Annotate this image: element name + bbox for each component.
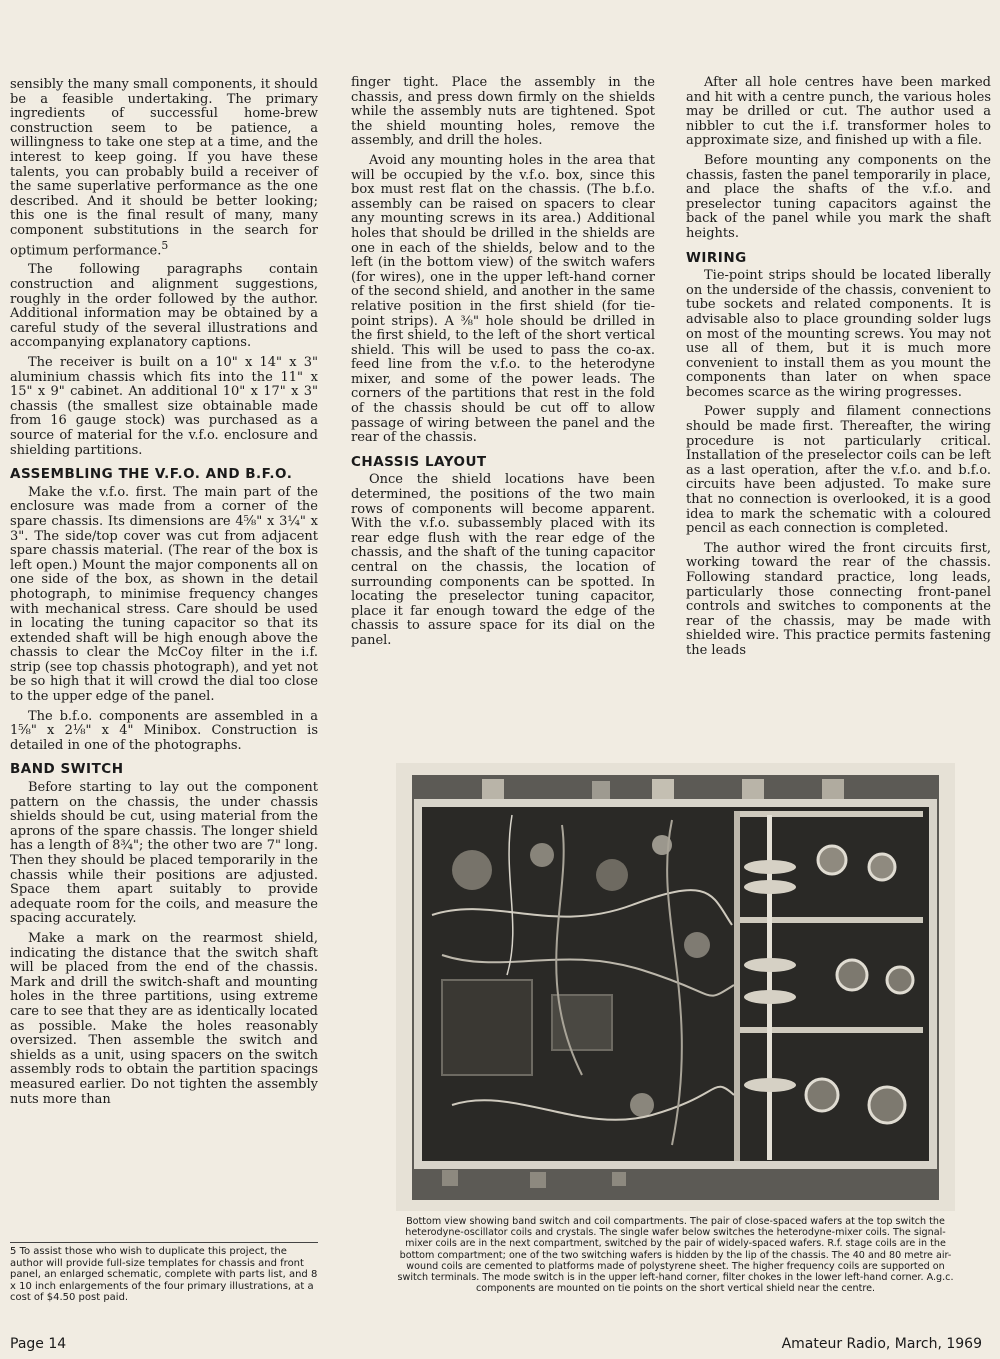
footnote <box>10 1242 318 1304</box>
paragraph: Before starting to lay out the component pattern on the chassis, the under chassis shields should be cut, using material from the aprons of the spare chassis. The longer shield has a length of 8¾"; the other two are 7" long. Then they should be placed temporarily in the chassis while their positions are adjusted. Space them apart suitably to provide adequate room for the coils, and measure the spacing accurately. <box>10 780 318 927</box>
paragraph: Before mounting any components on the chassis, fasten the panel temporarily in place, and place the shafts of the v.f.o. and preselector tuning capacitors against the back of the panel while you mark the shaft heights. <box>686 152 991 241</box>
photo-caption: Bottom view showing band switch and coil compartments. The pair of close-spaced wafers at the top switch the heterodyne-oscillator coils and crystals. The single wafer below switches the heterodyne-mixer coils. The signal-mixer coils are in the next compartment, switched by the pair of widely-spaced wafers. R.f. stage coils are in the bottom compartment; one of the two switching wafers is hidden by the lip of the chassis. The 40 and 80 metre air-wound coils are cemented to platforms made of polystyrene sheet. The higher frequency coils are supported on switch terminals. The mode switch is in the upper left-hand corner, filter chokes in the lower left-hand corner. A.g.c. components are mounted on tie points on the short vertical shield near the centre. <box>397 1216 954 1295</box>
paragraph: The receiver is built on a 10" x 14" x 3" aluminium chassis which fits into the 11" x 15" x 9" cabinet. An additional 10" x 17" x 3" chassis (the smallest size obtainable made from 16 gauge stock) was purchased as a source of material for the v.f.o. enclosure and shielding partitions. <box>10 355 318 458</box>
paragraph: Avoid any mounting holes in the area that will be occupied by the v.f.o. box, since this box must rest flat on the chassis. (The b.f.o. assembly can be raised on spacers to clear any mounting screws in its area.) Additional holes that should be drilled in the shields are one in each of the shields, below and to the left (in the bottom view) of the switch wafers (for wires), one in the upper left-hand corner of the second shield, and another in the same relative position in the first shield (for tie-point strips). A ⅜" hole should be drilled in the first shield, to the left of the short vertical shield. This will be used to pass the co-ax. feed line from the v.f.o. to the heterodyne mixer, and some of the power leads. The corners of the partitions that rest in the fold of the chassis should be cut off to allow passage of wiring between the panel and the rear of the chassis. <box>351 152 655 446</box>
column-2 <box>351 76 655 654</box>
column-1 <box>10 78 318 1112</box>
section-heading-band-switch: BAND SWITCH <box>10 761 124 778</box>
footnote-number: 5 <box>10 1246 17 1257</box>
section-heading-wiring: WIRING <box>686 249 747 266</box>
paragraph: Make a mark on the rearmost shield, indicating the distance that the switch shaft will be placed from the end of the chassis. Mark and drill the switch-shaft and mounting holes in the three partitions, using extreme care to see that they are as identically located as possible. Make the holes reasonably oversized. Then assemble the switch and shields as a unit, using spacers on the switch assembly rods to obtain the partition spacings measured earlier. Do not tighten the assembly nuts more than <box>10 930 318 1107</box>
paragraph: Power supply and filament connections should be made first. Thereafter, the wiring procedure is not particularly critical. Installation of the preselector coils can be left as a last operation, after the v.f.o. and b.f.o. circuits have been adjusted. To make sure that no connection is overlooked, it is a good idea to mark the schematic with a coloured pencil as each connection is completed. <box>686 404 991 537</box>
column-3 <box>686 76 991 664</box>
paragraph: finger tight. Place the assembly in the chassis, and press down firmly on the shields while the assembly nuts are tightened. Spot the shield mounting holes, remove the assembly, and drill the holes. <box>351 75 655 149</box>
magazine-info: Amateur Radio, March, 1969 <box>781 1336 982 1352</box>
section-heading-vfo: ASSEMBLING THE V.F.O. AND B.F.O. <box>10 466 293 483</box>
paragraph: Make the v.f.o. first. The main part of the enclosure was made from a corner of the spare chassis. Its dimensions are 4⅝" x 3¼" x 3". The side/top cover was cut from adjacent spare chassis material. (The rear of the box is left open.) Mount the major components all on one side of the box, as shown in the detail photograph, to minimise frequency changes with mechanical stress. Care should be used in locating the tuning capacitor so that its extended shaft will be high enough above the chassis to clear the McCoy filter in the i.f. strip (see top chassis photograph), and yet not be so high that it will crowd the dial too close to the upper edge of the panel. <box>10 484 318 705</box>
paragraph: sensibly the many small components, it should be a feasible undertaking. The primary ingredients of successful home-brew construction seem to be patience, a willingness to take one step at a time, and the interest to keep going. If you have these talents, you can probably build a receiver of the same superlative performance as the one described. And it should be better looking; this one is the final result of many, many component substitutions in the search for optimum performance.$^5$ <box>10 77 318 258</box>
section-heading-chassis-layout: CHASSIS LAYOUT <box>351 453 487 470</box>
photo-frame <box>396 763 955 1211</box>
paragraph: The b.f.o. components are assembled in a 1⅝" x 2⅛" x 4" Minibox. Construction is detailed in one of the photographs. <box>10 708 318 753</box>
paragraph: After all hole centres have been marked and hit with a centre punch, the various holes may be drilled or cut. The author used a nibbler to cut the i.f. transformer holes to approximate size, and finished up with a file. <box>686 75 991 149</box>
chassis-bottom-photo <box>412 775 939 1200</box>
paragraph: Once the shield locations have been determined, the positions of the two main rows of components will become apparent. With the v.f.o. subassembly placed with its rear edge flush with the rear edge of the chassis, and the shaft of the tuning capacitor central on the chassis, the location of surrounding components can be spotted. In locating the preselector tuning capacitor, place it far enough toward the edge of the chassis to assure space for its dial on the panel. <box>351 472 655 648</box>
footnote-ref: 5 <box>161 238 169 252</box>
paragraph: Tie-point strips should be located liberally on the underside of the chassis, convenient to tube sockets and related components. It is advisable also to place grounding solder lugs on most of the mounting screws. You may not use all of them, but it is much more convenient to install them as you mount the components than later on when space becomes scarce as the wiring progresses. <box>686 268 991 400</box>
paragraph: The following paragraphs contain construction and alignment suggestions, roughly in the order followed by the author. Additional information may be obtained by a careful study of the several illustrations and accompanying explanatory captions. <box>10 262 318 351</box>
paragraph: The author wired the front circuits first, working toward the rear of the chassis. Following standard practice, long leads, particularly those connecting front-panel controls and switches to components at the rear of the chassis, may be made with shielded wire. This practice permits fastening the leads <box>686 540 991 658</box>
footnote-text: To assist those who wish to duplicate this project, the author will provide full-size templates for chassis and front panel, an enlarged schematic, complete with parts list, and 8 x 10 inch enlargements of the four primary illustrations, at a cost of $4.50 post paid. <box>10 1246 318 1304</box>
page-number: Page 14 <box>10 1336 67 1352</box>
